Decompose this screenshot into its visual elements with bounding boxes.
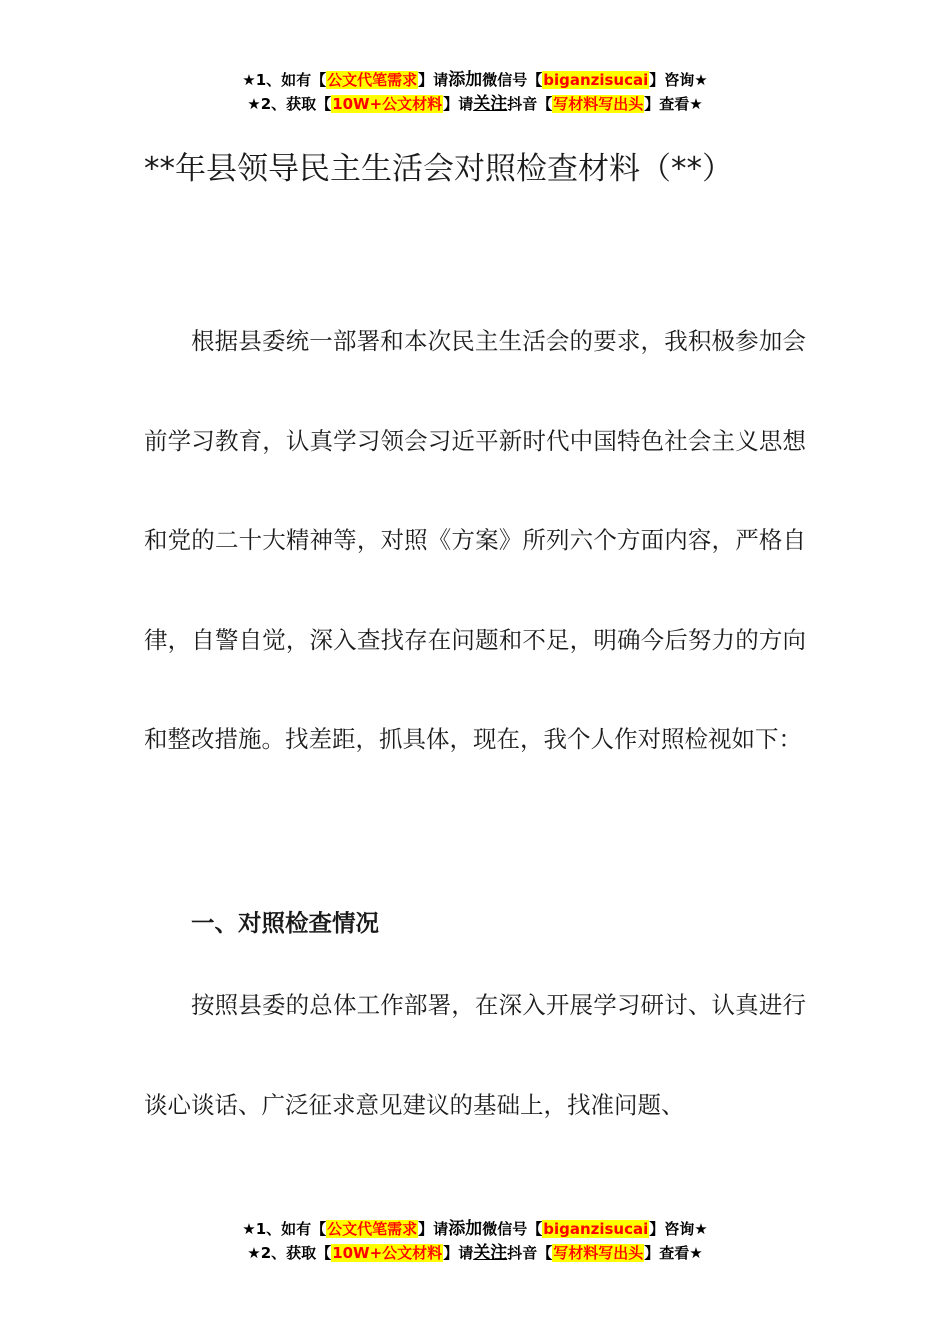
section-heading-1: 一、对照检查情况 <box>191 909 379 937</box>
promo-text: 】请 <box>443 1244 474 1262</box>
promo-highlight: 写材料写出头 <box>553 1244 644 1262</box>
promo-emphasis: 关注 <box>473 1243 508 1263</box>
footer-promo-banner <box>0 1217 950 1265</box>
promo-highlight: 写材料写出头 <box>553 95 644 113</box>
promo-highlight: biganzisucai <box>543 1220 649 1238</box>
promo-highlight: biganzisucai <box>543 71 649 89</box>
promo-text: 】查看★ <box>644 95 703 113</box>
promo-emphasis: 添加 <box>448 1219 483 1239</box>
promo-line-2 <box>0 92 950 116</box>
promo-text: 】咨询★ <box>649 1220 708 1238</box>
header-promo-banner <box>0 68 950 116</box>
promo-line-1 <box>0 68 950 92</box>
promo-text: 】请 <box>418 1220 449 1238</box>
promo-text: 】请 <box>418 71 449 89</box>
promo-text: 】请 <box>443 95 474 113</box>
promo-text: 】查看★ <box>644 1244 703 1262</box>
body-paragraph-1: 根据县委统一部署和本次民主生活会的要求，我积极参加会前学习教育，认真学习领会习近平新时代中国特色社会主义思想和党的二十大精神等，对照《方案》所列六个方面内容，严格自律，自警自觉，深入查找存在问题和不足，明确今后努力的方向和整改措施。找差距，抓具体，现在，我个人作对照检视如下： <box>144 327 806 753</box>
body-paragraph-2: 按照县委的总体工作部署，在深入开展学习研讨、认真进行谈心谈话、广泛征求意见建议的基础上，找准问题、 <box>144 991 806 1119</box>
promo-emphasis: 添加 <box>448 70 483 90</box>
promo-text: ★1、如有【 <box>242 71 327 89</box>
promo-emphasis: 关注 <box>473 94 508 114</box>
promo-text: ★2、获取【 <box>247 95 332 113</box>
promo-highlight: 公文代笔需求 <box>327 1220 418 1238</box>
promo-highlight: 10W+公文材料 <box>332 95 443 113</box>
promo-text: ★2、获取【 <box>247 1244 332 1262</box>
promo-line-1 <box>0 1217 950 1241</box>
promo-line-2 <box>0 1241 950 1265</box>
document-title: **年县领导民主生活会对照检查材料（**） <box>144 151 733 187</box>
promo-text: ★1、如有【 <box>242 1220 327 1238</box>
promo-text: 微信号【 <box>482 1220 543 1238</box>
promo-text: 抖音【 <box>507 95 553 113</box>
promo-text: 微信号【 <box>482 71 543 89</box>
promo-highlight: 10W+公文材料 <box>332 1244 443 1262</box>
promo-highlight: 公文代笔需求 <box>327 71 418 89</box>
promo-text: 抖音【 <box>507 1244 553 1262</box>
promo-text: 】咨询★ <box>649 71 708 89</box>
